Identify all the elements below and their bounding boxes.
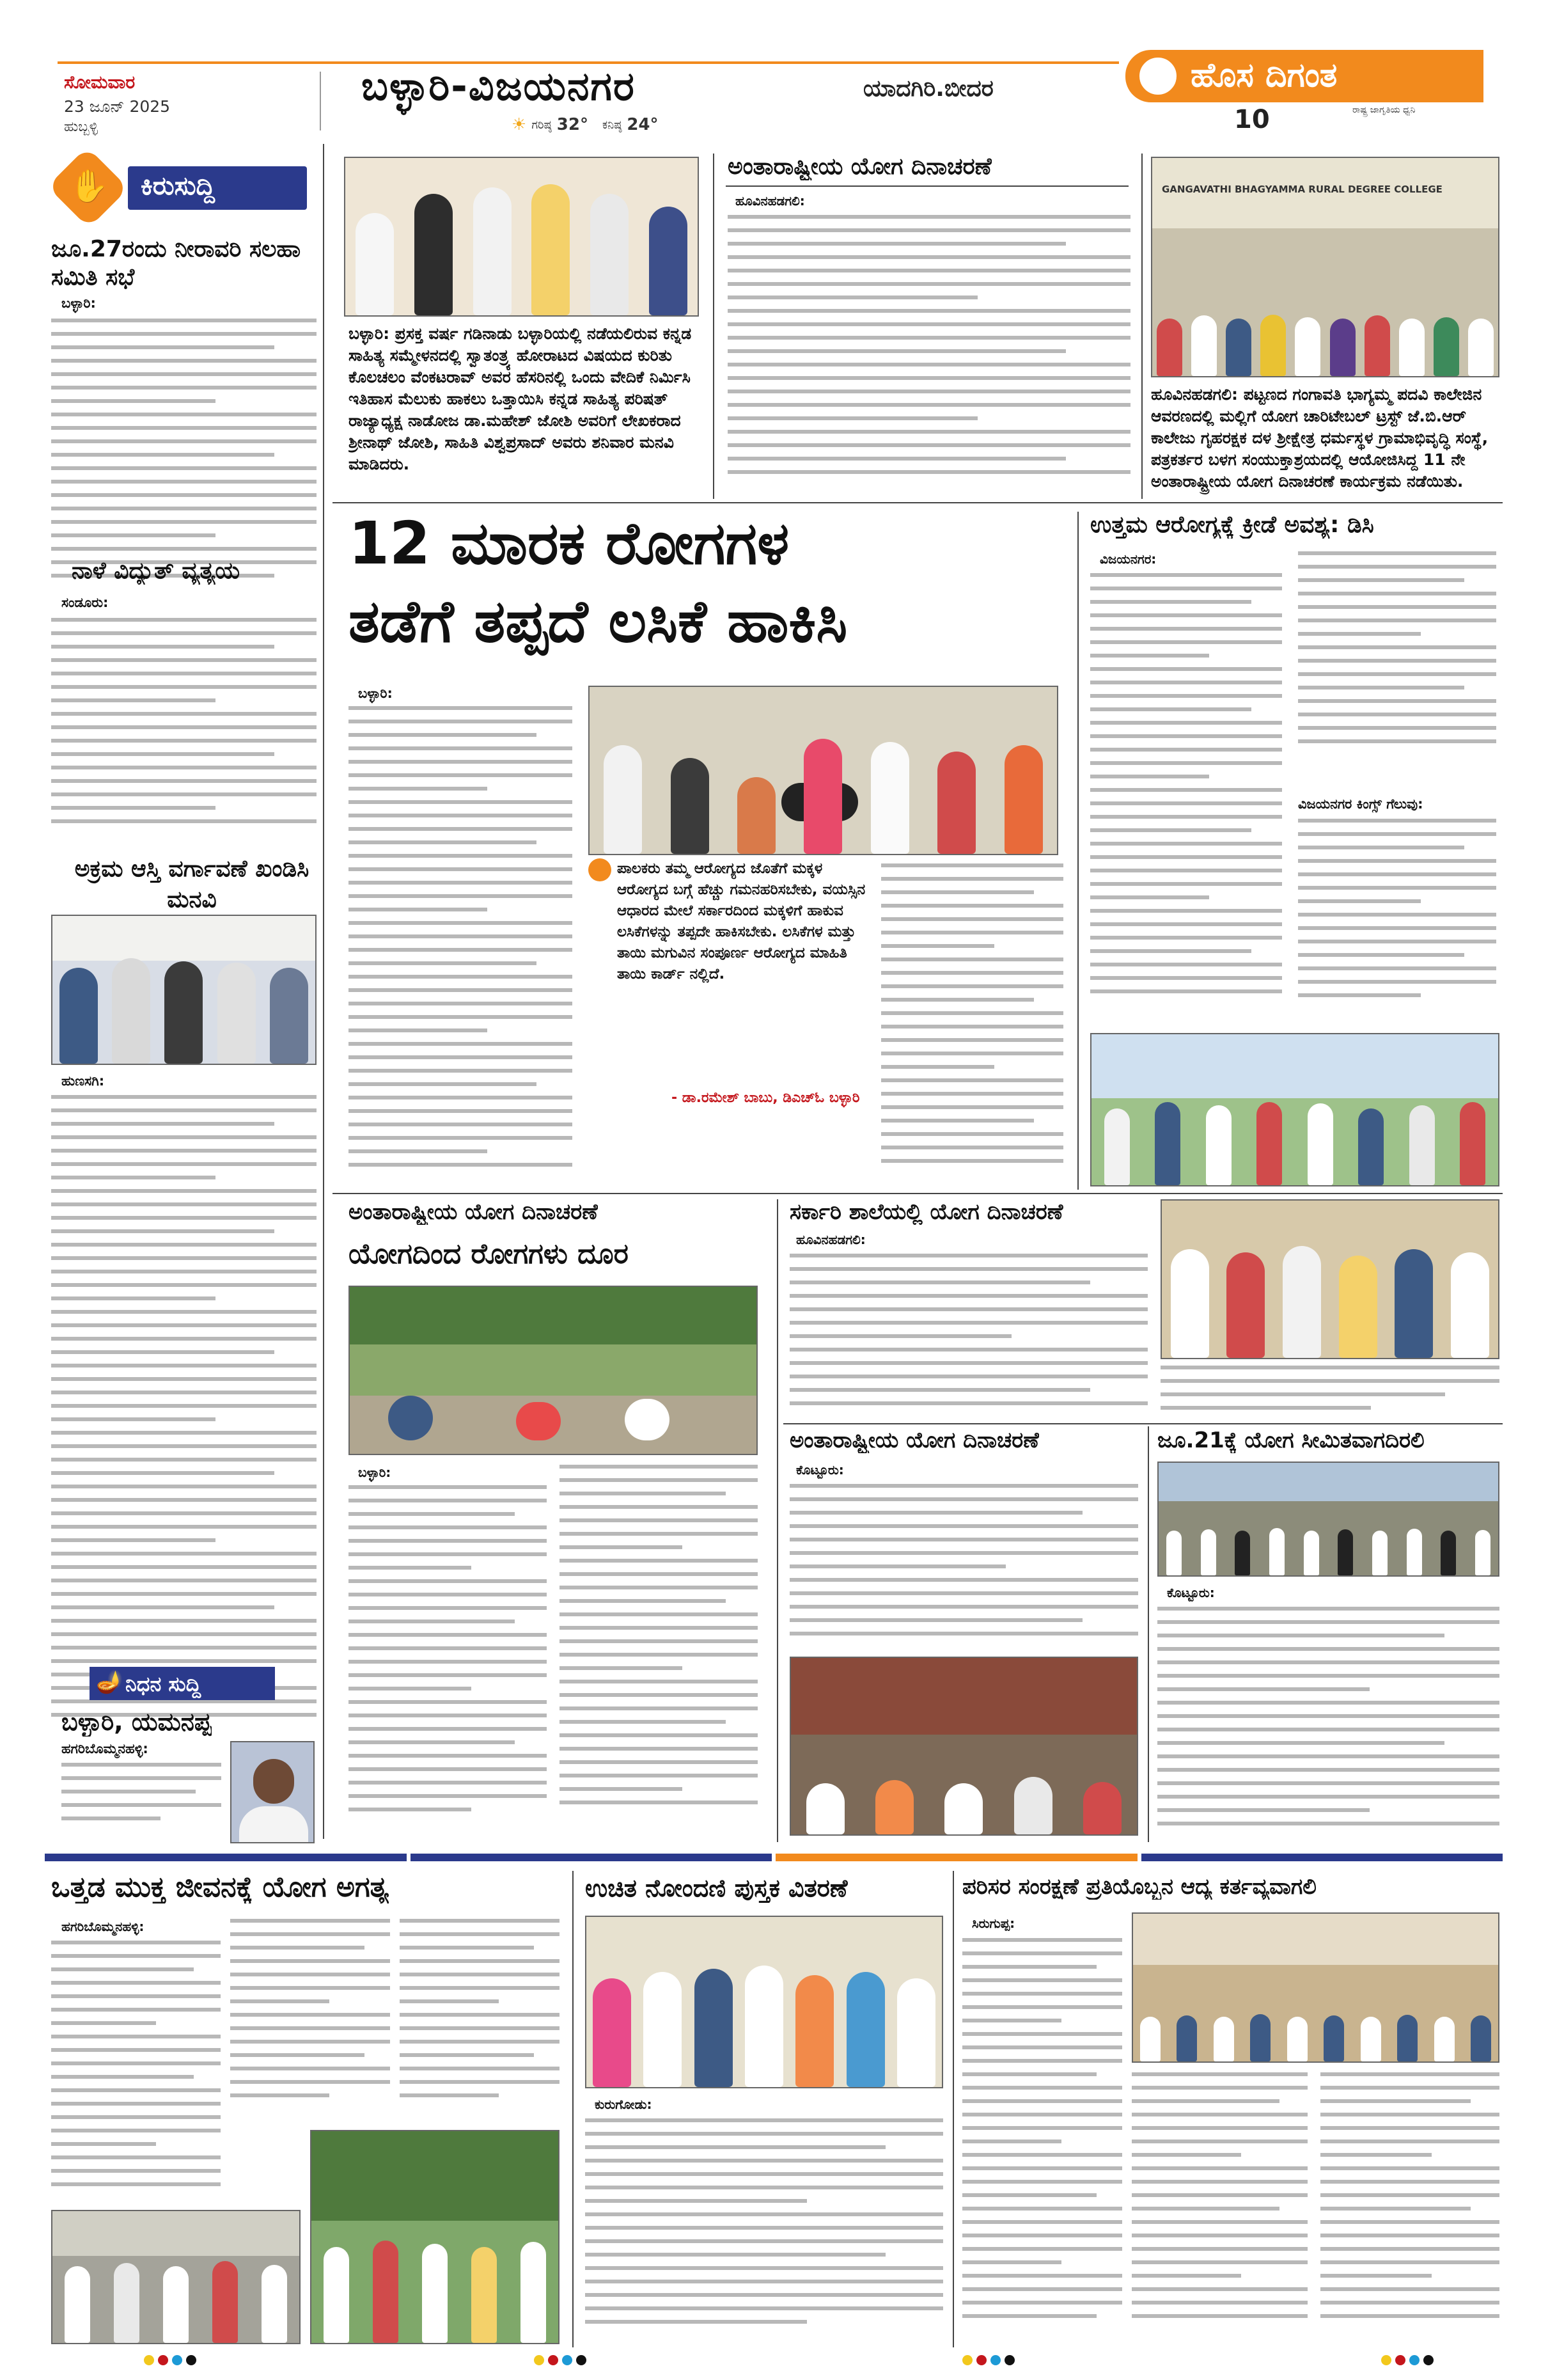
college-banner-text: GANGAVATHI BHAGYAMMA RURAL DEGREE COLLEGE bbox=[1162, 184, 1443, 195]
registration-marks-1 bbox=[144, 2355, 196, 2365]
sub-edition: ಯಾದಗಿರಿ.ಬೀದರ bbox=[863, 75, 994, 102]
yoga1-headline: ಅಂತಾರಾಷ್ಟ್ರೀಯ ಯೋಗ ದಿನಾಚರಣೆ bbox=[728, 154, 992, 180]
bottom-row-color-bar bbox=[45, 1854, 1503, 1861]
yoga1-headline-underline bbox=[726, 185, 1129, 187]
bottom-story1-dateline: ಹಗರಿಬೊಮ್ಮನಹಳ್ಳಿ: bbox=[61, 1919, 145, 1934]
vaccination-photo bbox=[588, 686, 1058, 855]
yoga2-dateline: ಬಳ್ಳಾರಿ: bbox=[358, 1465, 391, 1480]
lamp-icon: 🪔 bbox=[96, 1669, 123, 1695]
bottom-story1-body-col1 bbox=[51, 1941, 221, 2209]
lead-headline-line2: ತಡೆಗೆ ತಪ್ಪದೆ ಲಸಿಕೆ ಹಾಕಿಸಿ bbox=[348, 587, 848, 656]
yoga3-body bbox=[790, 1484, 1138, 1650]
bottom-story1-photo-left bbox=[51, 2210, 301, 2344]
school-yoga-headline: ಸರ್ಕಾರಿ ಶಾಲೆಯಲ್ಲಿ ಯೋಗ ದಿನಾಚರಣೆ bbox=[790, 1199, 1063, 1225]
park-yoga-photo bbox=[348, 1286, 758, 1455]
sun-cloud-icon: ☀ bbox=[512, 115, 527, 134]
bottom-story1-headline: ಒತ್ತಡ ಮುಕ್ತ ಜೀವನಕ್ಕೆ ಯೋಗ ಅಗತ್ಯ bbox=[51, 1871, 389, 1903]
page-number: 10 bbox=[1234, 105, 1270, 134]
middle-inner-divider bbox=[783, 1423, 1503, 1424]
sports-headline: ಉತ್ತಮ ಆರೋಗ್ಯಕ್ಕೆ ಕ್ರೀಡೆ ಅವಶ್ಯ: ಡಿಸಿ bbox=[1090, 512, 1374, 538]
masthead-city: ಹುಬ್ಬಳ್ಳಿ bbox=[64, 119, 98, 135]
lead-pullquote-byline: - ಡಾ.ರಮೇಶ್ ಬಾಬು, ಡಿಎಚ್ಓ ಬಳ್ಳಾರಿ bbox=[671, 1090, 860, 1106]
bottom-story2-dateline: ಕುರುಗೋಡು: bbox=[595, 2097, 652, 2112]
bottom-story3-body-col3 bbox=[1320, 2072, 1499, 2347]
yoga-limit-body bbox=[1157, 1607, 1499, 1840]
bottom-story2-body bbox=[585, 2118, 943, 2345]
masthead bbox=[0, 0, 1541, 138]
obituary-name: ಬಳ್ಳಾರಿ, ಯಮನಪ್ಪ bbox=[61, 1708, 212, 1736]
sports-body-col1 bbox=[1090, 573, 1282, 1021]
bottom-rule-1 bbox=[572, 1871, 574, 2347]
left-story2-headline: ನಾಳೆ ವಿದ್ಯುತ್ ವ್ಯತ್ಯಯ bbox=[72, 558, 240, 584]
yoga3-headline: ಅಂತಾರಾಷ್ಟ್ರೀಯ ಯೋಗ ದಿನಾಚರಣೆ bbox=[790, 1428, 1039, 1453]
bottom-story2-headline: ಉಚಿತ ನೋಂದಣಿ ಪುಸ್ತಕ ವಿತರಣೆ bbox=[585, 1874, 848, 1902]
lead-body-col2 bbox=[881, 863, 1063, 1183]
weather-max: 32° bbox=[556, 115, 588, 134]
obituary-body bbox=[61, 1763, 221, 1852]
left-story3-photo bbox=[51, 915, 317, 1065]
weather-max-label: ಗರಿಷ್ಠ bbox=[531, 118, 552, 132]
weather-min: 24° bbox=[627, 115, 659, 134]
sports-body-col3 bbox=[1298, 819, 1496, 1030]
middle-rule-2 bbox=[1148, 1426, 1149, 1842]
edition-title: ಬಳ್ಳಾರಿ-ವಿಜಯನಗರ bbox=[361, 63, 636, 109]
left-story3-dateline: ಹುಣಸಗಿ: bbox=[61, 1073, 105, 1089]
left-story2-dateline: ಸಂಡೂರು: bbox=[61, 595, 109, 610]
registration-marks-3 bbox=[962, 2355, 1015, 2365]
lead-headline-line1: 12 ಮಾರಕ ರೋಗಗಳ bbox=[348, 509, 790, 578]
bottom-story1-body-col2 bbox=[230, 1919, 390, 2117]
paper-logo-emblem-icon bbox=[1137, 55, 1179, 97]
bottom-story3-body-col1 bbox=[962, 1938, 1122, 2347]
weather-widget bbox=[512, 115, 659, 134]
masthead-weekday: ಸೋಮವಾರ bbox=[64, 72, 136, 93]
middle-rule-1 bbox=[777, 1199, 778, 1842]
top-section-divider bbox=[332, 502, 1503, 503]
left-column-rule bbox=[323, 144, 324, 1839]
top-center-rule-2 bbox=[1141, 154, 1143, 499]
paper-name: ಹೊಸ ದಿಗಂತ bbox=[1191, 56, 1338, 95]
yoga2-headline: ಯೋಗದಿಂದ ರೋಗಗಳು ದೂರ bbox=[348, 1238, 629, 1270]
yoga2-body-col2 bbox=[559, 1465, 758, 1842]
school-yoga-dateline: ಹೂವಿನಹಡಗಲಿ: bbox=[796, 1232, 866, 1247]
yoga3-photo bbox=[790, 1657, 1138, 1836]
lead-dateline: ಬಳ್ಳಾರಿ: bbox=[358, 686, 393, 701]
bottom-story3-body-col2 bbox=[1132, 2072, 1308, 2347]
college-group-photo bbox=[1151, 157, 1499, 377]
lead-section-divider bbox=[332, 1193, 1503, 1194]
sports-dateline: ವಿಜಯನಗರ: bbox=[1100, 551, 1157, 567]
bottom-rule-2 bbox=[953, 1871, 954, 2347]
sports-column-rule bbox=[1077, 512, 1079, 1190]
weather-min-label: ಕನಿಷ್ಠ bbox=[602, 118, 622, 132]
yoga1-dateline: ಹೂವಿನಹಡಗಲಿ: bbox=[735, 193, 805, 209]
obituary-portrait bbox=[230, 1741, 315, 1843]
yoga-limit-dateline: ಕೊಟ್ಟೂರು: bbox=[1167, 1585, 1215, 1600]
yoga2-kicker: ಅಂತಾರಾಷ್ಟ್ರೀಯ ಯೋಗ ದಿನಾಚರಣೆ bbox=[348, 1199, 598, 1225]
left-story3-headline: ಅಕ್ರಮ ಆಸ್ತಿ ವರ್ಗಾವಣೆ ಖಂಡಿಸಿ ಮನವಿ bbox=[74, 856, 309, 913]
left-story3-body bbox=[51, 1095, 317, 1735]
bottom-story3-headline: ಪರಿಸರ ಸಂರಕ್ಷಣೆ ಪ್ರತಿಯೊಬ್ಬನ ಆದ್ಯ ಕರ್ತವ್ಯವಾಗಲಿ bbox=[962, 1874, 1317, 1900]
lead-body-col1 bbox=[348, 706, 572, 1179]
obituary-dateline: ಹಗರಿಬೊಮ್ಮನಹಳ್ಳಿ: bbox=[61, 1741, 148, 1756]
college-group-caption: ಹೂವಿನಹಡಗಲಿ: ಪಟ್ಟಣದ ಗಂಗಾವತಿ ಭಾಗ್ಯಮ್ಮ ಪದವಿ ಕಾಲೇಜಿನ ಆವರಣದಲ್ಲಿ ಮಲ್ಲಿಗೆ ಯೋಗ ಚಾರಿಟೇಬಲ್ ಟ್ರಸ್ಟ್ ಜೆ.ಬಿ.ಆರ್ ಕಾಲೇಜು ಗೃಹರಕ್ಷಕ ದಳ ಶ್ರೀಕ್ಷೇತ್ರ ಧರ್ಮಸ್ಥಳ ಗ್ರಾಮಾಭಿವೃದ್ಧಿ ಸಂಸ್ಥೆ, ಪತ್ರಕರ್ತರ ಬಳಗ ಸಂಯುಕ್ತಾಶ್ರಯದಲ್ಲಿ ಆಯೋಜಿಸಿದ್ದ 11 ನೇ ಅಂತಾರಾಷ್ಟ್ರೀಯ ಯೋಗ ದಿನಾಚರಣೆ ಕಾರ್ಯಕ್ರಮ ನಡೆಯಿತು. bbox=[1151, 385, 1489, 491]
bottom-story2-photo bbox=[585, 1916, 943, 2088]
lead-pullquote: ಪಾಲಕರು ತಮ್ಮ ಆರೋಗ್ಯದ ಜೊತೆಗೆ ಮಕ್ಕಳ ಆರೋಗ್ಯದ ಬಗ್ಗೆ ಹೆಚ್ಚು ಗಮನಹರಿಸಬೇಕು, ವಯಸ್ಸಿನ ಆಧಾರದ ಮೇಲೆ ಸರ್ಕಾರದಿಂದ ಮಕ್ಕಳಿಗೆ ಹಾಕುವ ಲಸಿಕೆಗಳನ್ನು ತಪ್ಪದೇ ಹಾಕಿಸಬೇಕು. ಲಸಿಕೆಗಳ ಮತ್ತು ತಾಯಿ ಮಗುವಿನ ಸಂಪೂರ್ಣ ಆರೋಗ್ಯದ ಮಾಹಿತಿ ತಾಯಿ ಕಾರ್ಡ್ ನಲ್ಲಿದೆ. bbox=[617, 860, 866, 982]
masthead-date: 23 ಜೂನ್ 2025 bbox=[64, 97, 171, 116]
school-yoga-body-cont bbox=[1161, 1366, 1499, 1430]
masthead-date-divider bbox=[320, 72, 321, 130]
bottom-story3-dateline: ಸಿರುಗುಪ್ಪ: bbox=[972, 1916, 1015, 1931]
school-yoga-photo bbox=[1161, 1199, 1499, 1359]
yoga-limit-headline: ಜೂ.21ಕ್ಕೆ ಯೋಗ ಸೀಮಿತವಾಗದಿರಲಿ bbox=[1157, 1428, 1425, 1453]
bottom-story1-photo-right bbox=[310, 2130, 559, 2344]
registration-marks-4 bbox=[1381, 2355, 1434, 2365]
ksp-meeting-caption: ಬಳ್ಳಾರಿ: ಪ್ರಸಕ್ತ ವರ್ಷ ಗಡಿನಾಡು ಬಳ್ಳಾರಿಯಲ್ಲಿ ನಡೆಯಲಿರುವ ಕನ್ನಡ ಸಾಹಿತ್ಯ ಸಮ್ಮೇಳನದಲ್ಲಿ ಸ್ವಾತಂತ್ರ್ಯ ಹೋರಾಟದ ವಿಷಯದ ಕುರಿತು ಕೊಲಚಲಂ ವೆಂಕಟರಾವ್ ಅವರ ಹೆಸರಿನಲ್ಲಿ ಒಂದು ವೇದಿಕೆ ನಿರ್ಮಿಸಿ ಇತಿಹಾಸ ಮೆಲುಕು ಹಾಕಲು ಒತ್ತಾಯಿಸಿ ಕನ್ನಡ ಸಾಹಿತ್ಯ ಪರಿಷತ್ ರಾಜ್ಯಾಧ್ಯಕ್ಷ ನಾಡೋಜ ಡಾ.ಮಹೇಶ್ ಜೋಶಿ ಅವರಿಗೆ ಲೇಖಕರಾದ ಶ್ರೀನಾಥ್ ಜೋಶಿ, ಸಾಹಿತಿ ವಿಶ್ವಪ್ರಸಾದ್ ಅವರು ಶನಿವಾರ ಮನವಿ ಮಾಡಿದರು. bbox=[348, 324, 692, 473]
registration-marks-2 bbox=[534, 2355, 586, 2365]
yoga2-body-col1 bbox=[348, 1485, 547, 1843]
paper-tagline: ರಾಷ್ಟ್ರ ಜಾಗೃತಿಯ ಧ್ವನಿ bbox=[1352, 105, 1416, 115]
ksp-meeting-photo bbox=[344, 157, 699, 317]
left-story1-body bbox=[51, 319, 317, 587]
sports-team-photo bbox=[1090, 1033, 1499, 1186]
obituary-label: ನಿಧನ ಸುದ್ದಿ bbox=[125, 1672, 201, 1696]
sports-subhead: ವಿಜಯನಗರ ಕಿಂಗ್ಸ್ ಗೆಲುವು: bbox=[1298, 796, 1423, 812]
bottom-story3-photo bbox=[1132, 1912, 1499, 2063]
left-story1-dateline: ಬಳ್ಳಾರಿ: bbox=[61, 296, 96, 311]
top-center-rule-1 bbox=[713, 154, 714, 499]
left-story2-body bbox=[51, 618, 317, 842]
pullquote-bullet-icon bbox=[588, 858, 611, 881]
school-yoga-body bbox=[790, 1254, 1148, 1420]
yoga1-body bbox=[728, 215, 1130, 496]
bottom-story1-body-col3 bbox=[400, 1919, 559, 2117]
hand-icon: ✋ bbox=[69, 168, 109, 205]
left-story1-headline: ಜೂ.27ರಂದು ನೀರಾವರಿ ಸಲಹಾ ಸಮಿತಿ ಸಭೆ bbox=[51, 236, 301, 290]
yoga-limit-photo bbox=[1157, 1462, 1499, 1577]
kirusuddi-label: ಕಿರುಸುದ್ದಿ bbox=[141, 171, 215, 201]
sports-body-col2 bbox=[1298, 551, 1496, 762]
yoga3-dateline: ಕೊಟ್ಟೂರು: bbox=[796, 1462, 844, 1478]
